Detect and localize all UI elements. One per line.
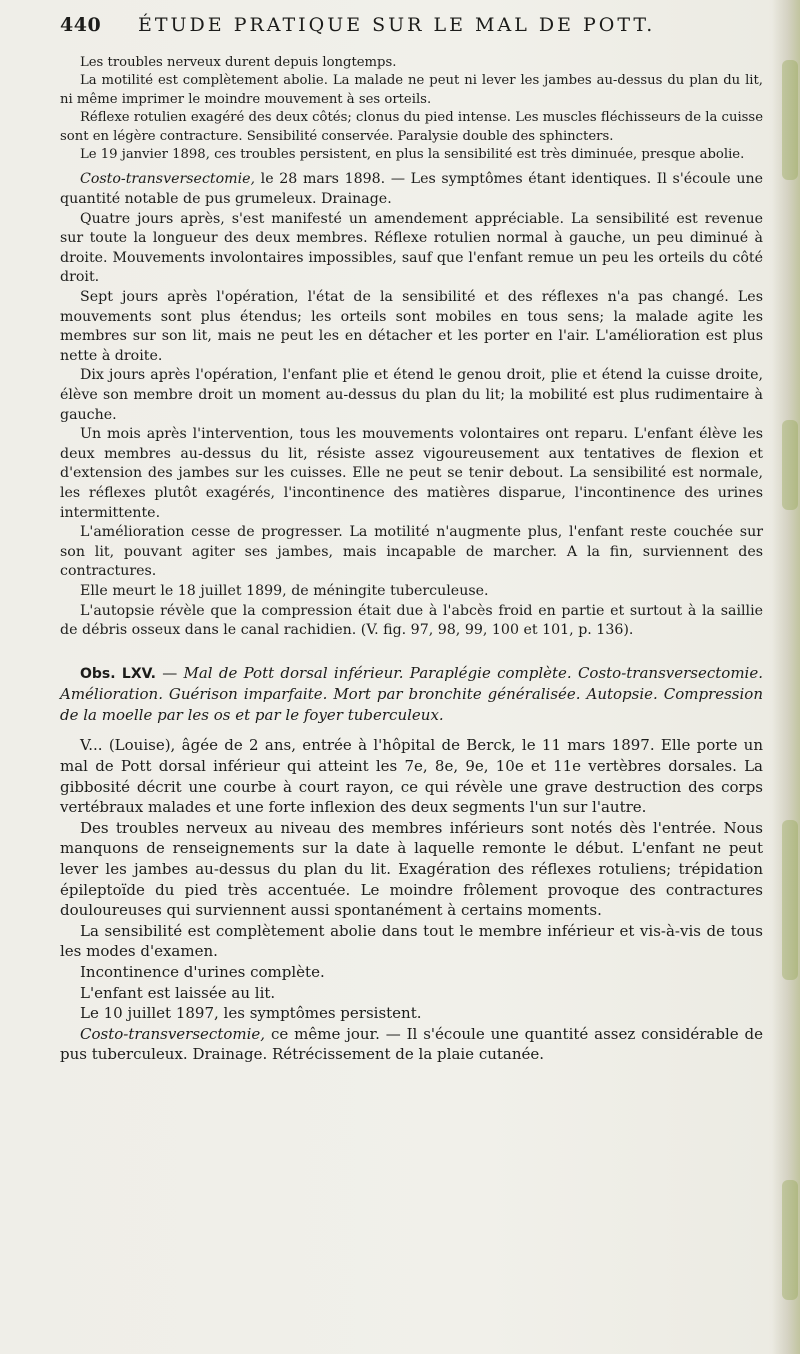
paragraph (60, 582, 763, 602)
paragraph (60, 735, 763, 817)
paragraph-text: Un mois après l'intervention, tous les mouvements volontaires ont reparu. L'enfant élève les deux membres au-dessus du lit, résiste assez vigoureusement aux tentatives de flexion et d'extension des jambes sur les cuisses. Elle ne peut se tenir debout. La sensibilité est normale, les réflexes plutôt exagérés, l'incontinence des matières disparue, l'incontinence des urines intermittente. (60, 426, 763, 521)
paragraph-text: Sept jours après l'opération, l'état de la sensibilité et des réflexes n'a pas changé. Les mouvements sont plus étendus; les orteils sont mobiles en tous sens; la malade agite les membres sur son lit, mais ne peut les en détacher et les porter en l'air. L'amélioration est plus nette à droite. (60, 289, 763, 364)
paragraph-text: le 28 mars 1898. — Les symptômes étant identiques. Il s'écoule une quantité notable de pus grumeleux. Drainage. (60, 171, 763, 208)
small-print-section (60, 54, 763, 164)
paragraph-text: La sensibilité est complètement abolie dans tout le membre inférieur et vis-à-vis de tous les modes d'examen. (60, 921, 763, 961)
page-edge-shadow (772, 0, 800, 1354)
paragraph-text: Dix jours après l'opération, l'enfant plie et étend le genou droit, plie et étend la cuisse droite, élève son membre droit un moment au-dessus du plan du lit; la mobilité est plus rudimentaire à gauche. (60, 367, 763, 423)
section-gap (60, 641, 763, 663)
observation-title: Mal de Pott dorsal inférieur. Paraplégie complète. Costo-transversectomie. Amélioration. Guérison imparfaite. Mort par bronchite généralisée. Autopsie. Compression de la moelle par les os et par le foyer tuberculeux. (60, 663, 763, 724)
paragraph (60, 288, 763, 366)
paragraph: Les troubles nerveux durent depuis longtemps. (80, 55, 397, 70)
paragraph-text: V... (Louise), âgée de 2 ans, entrée à l'hôpital de Berck, le 11 mars 1897. Elle porte un mal de Pott dorsal inférieur qui atteint les 7e, 8e, 9e, 10e et 11e vertèbres dorsales. La gibbosité décrit une courbe à court rayon, ce qui révèle une grave destruction des corps vertébraux malades et une forte inflexion des deux segments l'un sur l'autre. (60, 736, 763, 817)
paragraph (60, 425, 763, 523)
paragraph (60, 818, 763, 921)
observation-heading (60, 663, 763, 726)
observation-dash: — (156, 663, 184, 682)
observation-section (60, 735, 763, 1065)
paragraph (60, 210, 763, 288)
paragraph (60, 602, 763, 641)
edge-stain (782, 820, 798, 980)
paragraph-lead: Costo-transversectomie, (80, 171, 256, 188)
paragraph-text: Elle meurt le 18 juillet 1899, de méningite tuberculeuse. (80, 582, 489, 599)
paragraph-lead: Costo-transversectomie, (80, 1024, 266, 1043)
page-body (60, 54, 763, 1065)
paragraph (60, 983, 763, 1004)
paragraph-text: L'autopsie révèle que la compression était due à l'abcès froid en partie et surtout à la saillie de débris osseux dans le canal rachidien. (V. fig. 97, 98, 99, 100 et 101, p. 136). (60, 602, 763, 639)
paragraph-text: Le 10 juillet 1897, les symptômes persistent. (80, 1004, 422, 1023)
paragraph (60, 962, 763, 983)
main-text-section (60, 170, 763, 640)
running-title: ÉTUDE PRATIQUE SUR LE MAL DE POTT. (138, 14, 656, 36)
paragraph: Le 19 janvier 1898, ces troubles persistent, en plus la sensibilité est très diminuée, presque abolie. (80, 147, 745, 163)
paragraph: Réflexe rotulien exagéré des deux côtés; clonus du pied intense. Les muscles fléchisseurs de la cuisse sont en légère contracture. Sensibilité conservée. Paralysie double des sphincters. (60, 110, 763, 144)
paragraph (60, 1024, 763, 1065)
paragraph (60, 170, 763, 209)
paragraph-text: Des troubles nerveux au niveau des membres inférieurs sont notés dès l'entrée. Nous manquons de renseignements sur la date à laquelle remonte le début. L'enfant ne peut lever les jambes au-dessus du plan du lit. Exagération des réflexes rotuliens; trépidation épileptoïde du pied très accentuée. Le moindre frôlement provoque des contractures douloureuses qui surviennent aussi spontanément à certains moments. (60, 818, 763, 920)
edge-stain (782, 60, 798, 180)
observation-number: Obs. LXV. (80, 665, 156, 682)
paragraph-text: L'enfant est laissée au lit. (80, 983, 276, 1002)
edge-stain (782, 1180, 798, 1300)
running-header (60, 12, 760, 44)
paragraph-text: L'amélioration cesse de progresser. La motilité n'augmente plus, l'enfant reste couchée sur son lit, pouvant agiter ses jambes, mais incapable de marcher. A la fin, surviennent des contractures. (60, 524, 763, 580)
paragraph-text: ce même jour. — Il s'écoule une quantité assez considérable de pus tuberculeux. Drainage. Rétrécissement de la plaie cutanée. (60, 1024, 763, 1064)
paragraph (60, 523, 763, 582)
paragraph: La motilité est complètement abolie. La malade ne peut ni lever les jambes au-dessus du plan du lit, ni même imprimer le moindre mouvement à ses orteils. (60, 73, 763, 107)
paragraph (60, 366, 763, 425)
paragraph-text: Quatre jours après, s'est manifesté un amendement appréciable. La sensibilité est revenue sur toute la longueur des deux membres. Réflexe rotulien normal à gauche, un peu diminué à droite. Mouvements involontaires impossibles, sauf que l'enfant remue un peu les orteils du côté droit. (60, 210, 763, 286)
paragraph-text: Incontinence d'urines complète. (80, 963, 325, 981)
paragraph (60, 1003, 763, 1024)
page-number: 440 (60, 14, 102, 36)
edge-stain (782, 420, 798, 510)
paragraph (60, 921, 763, 962)
